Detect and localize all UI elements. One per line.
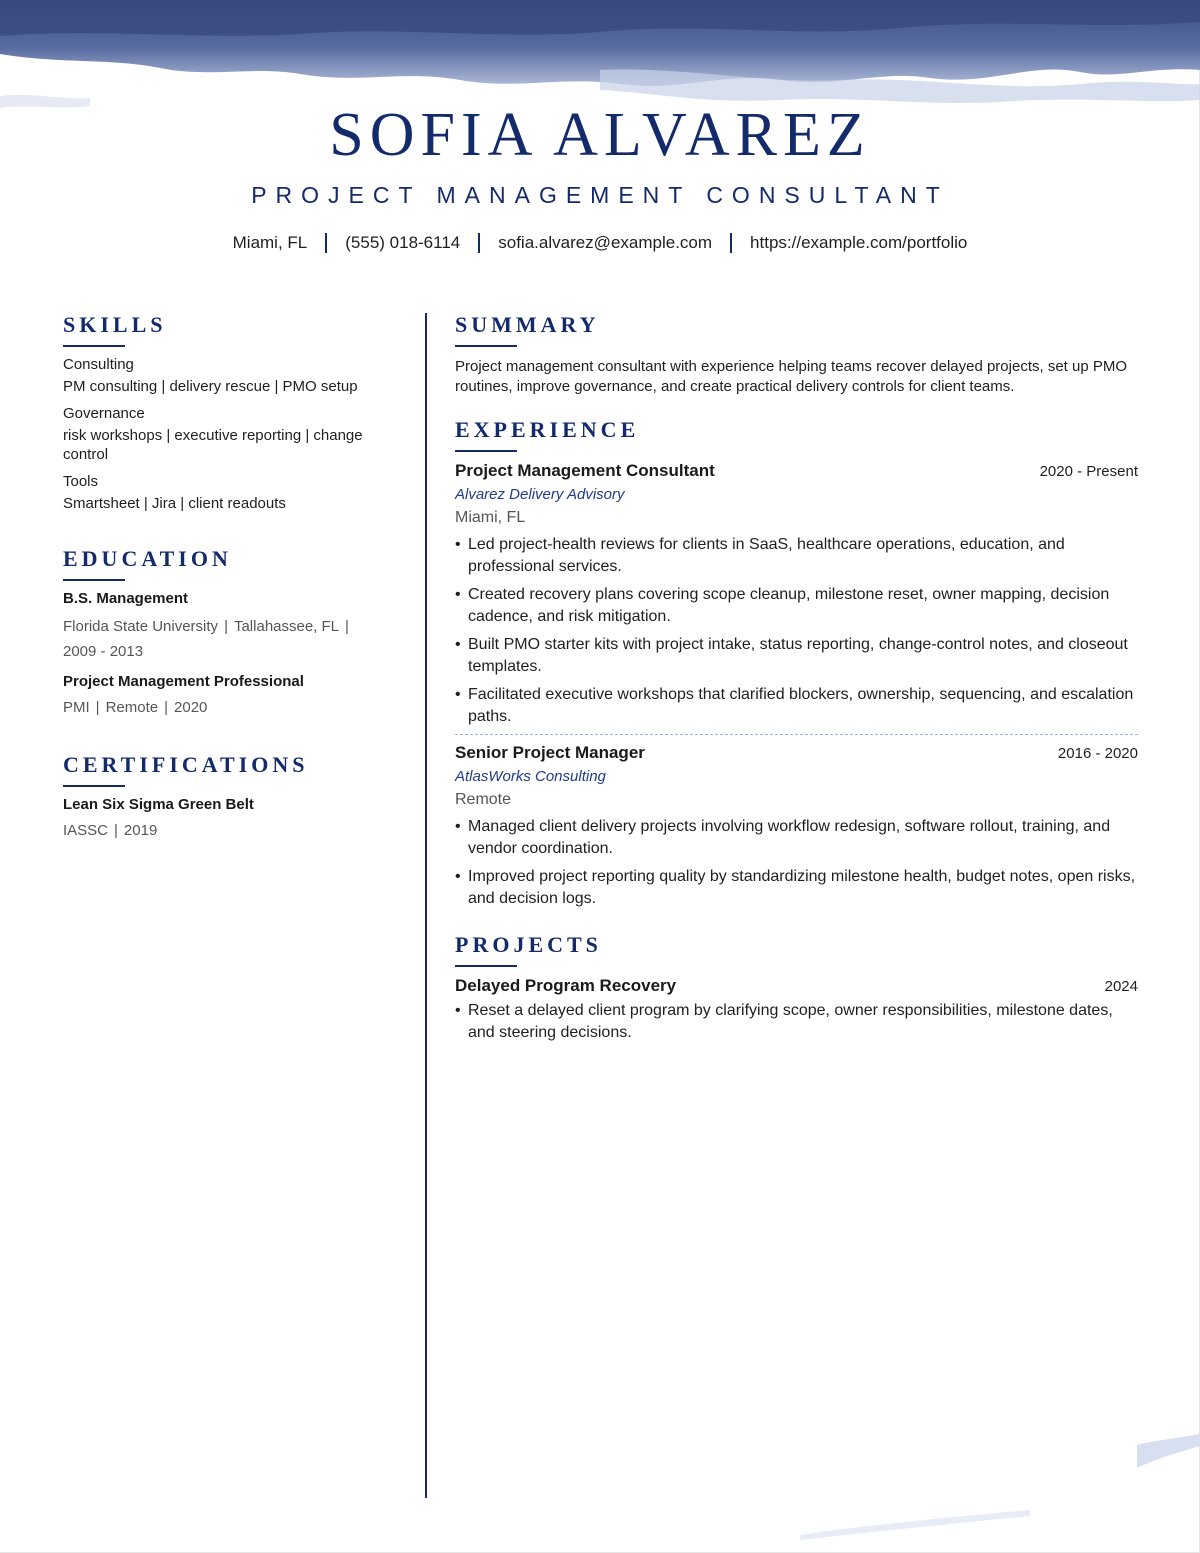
right-column bbox=[455, 312, 1138, 1050]
section-underline bbox=[63, 579, 125, 581]
job-location: Remote bbox=[455, 791, 512, 808]
section-heading: SUMMARY bbox=[455, 312, 600, 337]
section-heading: CERTIFICATIONS bbox=[63, 752, 309, 777]
section-heading: PROJECTS bbox=[455, 932, 602, 957]
bullet-point: • Managed client delivery projects involving workflow redesign, software rollout, training, and vendor coordination. bbox=[455, 816, 1138, 860]
section-underline bbox=[63, 785, 125, 787]
bullet-point: • Created recovery plans covering scope cleanup, milestone reset, owner mapping, decision cadence, and risk mitigation. bbox=[455, 584, 1138, 628]
section-heading: EXPERIENCE bbox=[455, 417, 640, 442]
education-meta: Florida State University | Tallahassee, FL | 2009 - 2013 bbox=[63, 618, 349, 660]
job-title: Project Management Consultant bbox=[455, 461, 715, 480]
contact-email[interactable]: sofia.alvarez@example.com bbox=[498, 233, 713, 252]
job-location: Miami, FL bbox=[455, 509, 526, 526]
section-underline bbox=[455, 965, 517, 967]
bullet-point: • Reset a delayed client program by clarifying scope, owner responsibilities, milestone dates, and steering decisions. bbox=[455, 1000, 1138, 1044]
contact-location: Miami, FL bbox=[232, 233, 308, 252]
certifications-section bbox=[63, 752, 393, 843]
job-bullets bbox=[455, 816, 1138, 910]
education-dates: 2009 - 2013 bbox=[63, 643, 144, 660]
resume-header bbox=[0, 100, 1200, 254]
job-separator bbox=[455, 734, 1138, 735]
project-header bbox=[455, 975, 1138, 998]
degree-name: Project Management Professional bbox=[63, 673, 304, 690]
job-dates: 2016 - 2020 bbox=[1057, 745, 1138, 762]
experience-section bbox=[455, 417, 1138, 910]
contact-separator bbox=[730, 233, 732, 253]
job-bullets bbox=[455, 534, 1138, 728]
summary-text: Project management consultant with experience helping teams recover delayed projects, set up PMO routines, improve governance, and create practical delivery controls for client teams. bbox=[455, 358, 1128, 395]
education-entry bbox=[63, 589, 393, 664]
contact-phone: (555) 018-6114 bbox=[345, 233, 461, 252]
section-heading: EDUCATION bbox=[63, 546, 232, 571]
skill-items: PM consulting | delivery rescue | PMO setup bbox=[63, 378, 358, 395]
project-entry bbox=[455, 975, 1138, 1044]
degree-name: B.S. Management bbox=[63, 590, 189, 607]
job-entry bbox=[455, 742, 1138, 910]
contact-separator bbox=[325, 233, 327, 253]
skill-items: Smartsheet | Jira | client readouts bbox=[63, 495, 286, 512]
skill-category: Consulting bbox=[63, 356, 134, 373]
certification-issuer: IASSC bbox=[63, 822, 109, 839]
skill-category: Governance bbox=[63, 405, 145, 422]
certification-name: Lean Six Sigma Green Belt bbox=[63, 796, 254, 813]
job-title: Senior Project Manager bbox=[455, 743, 645, 762]
certification-meta: IASSC | 2019 bbox=[63, 822, 158, 839]
left-column bbox=[63, 312, 393, 843]
institution: PMI bbox=[63, 699, 90, 716]
column-divider bbox=[425, 313, 427, 1498]
projects-section bbox=[455, 932, 1138, 1044]
bullet-point: • Built PMO starter kits with project intake, status reporting, change-control notes, and closeout templates. bbox=[455, 634, 1138, 678]
contact-bar bbox=[0, 232, 1200, 254]
education-location: Tallahassee, FL bbox=[233, 618, 340, 635]
skill-items: risk workshops | executive reporting | change control bbox=[63, 427, 363, 463]
job-header bbox=[455, 742, 1138, 765]
summary-section bbox=[455, 312, 1138, 397]
project-name: Delayed Program Recovery bbox=[455, 976, 677, 995]
bullet-point: • Facilitated executive workshops that clarified blockers, ownership, sequencing, and escalation paths. bbox=[455, 684, 1138, 728]
job-header bbox=[455, 460, 1138, 483]
education-section bbox=[63, 546, 393, 720]
candidate-name: SOFIA ALVAREZ bbox=[329, 101, 871, 169]
watercolor-corner-accent bbox=[800, 1420, 1200, 1540]
contact-website[interactable]: https://example.com/portfolio bbox=[750, 233, 968, 252]
project-year: 2024 bbox=[1104, 978, 1138, 995]
section-heading: SKILLS bbox=[63, 312, 167, 337]
certification-year: 2019 bbox=[123, 822, 158, 839]
company-name: Alvarez Delivery Advisory bbox=[455, 486, 625, 503]
education-location: Remote bbox=[105, 699, 159, 716]
candidate-title: PROJECT MANAGEMENT CONSULTANT bbox=[251, 182, 949, 208]
bullet-point: • Improved project reporting quality by standardizing milestone health, budget notes, open risks, and decision logs. bbox=[455, 866, 1138, 910]
institution: Florida State University bbox=[63, 618, 219, 635]
job-dates: 2020 - Present bbox=[1039, 463, 1138, 480]
education-meta: PMI | Remote | 2020 bbox=[63, 699, 208, 716]
contact-separator bbox=[478, 233, 480, 253]
company-name: AtlasWorks Consulting bbox=[455, 768, 606, 785]
education-dates: 2020 bbox=[174, 699, 208, 716]
section-underline bbox=[63, 345, 125, 347]
section-underline bbox=[455, 450, 517, 452]
project-bullets bbox=[455, 1000, 1138, 1044]
job-entry bbox=[455, 460, 1138, 728]
education-entry bbox=[63, 672, 393, 720]
skills-section bbox=[63, 312, 393, 513]
bullet-point: • Led project-health reviews for clients in SaaS, healthcare operations, education, and professional services. bbox=[455, 534, 1138, 578]
certification-entry bbox=[63, 795, 393, 843]
skill-category: Tools bbox=[63, 473, 99, 490]
section-underline bbox=[455, 345, 517, 347]
